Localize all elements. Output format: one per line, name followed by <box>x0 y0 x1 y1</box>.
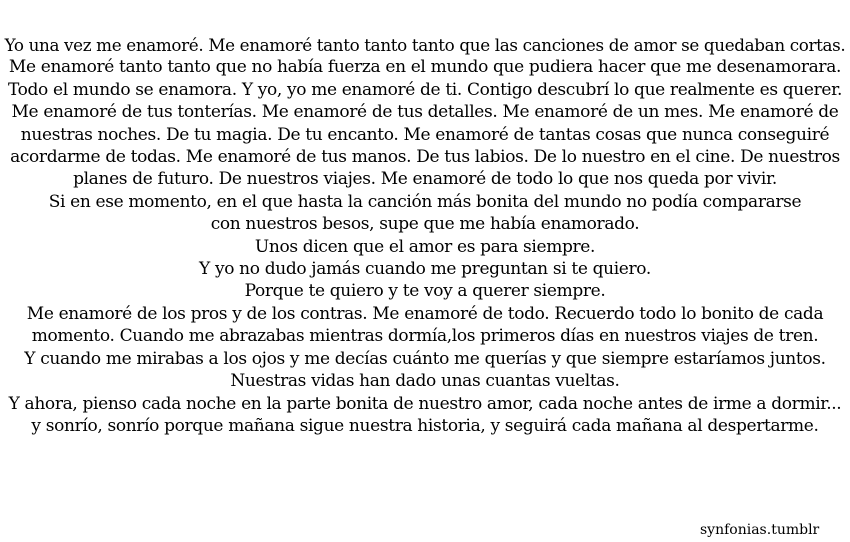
signature-watermark: synfonias.tumblr <box>700 522 820 538</box>
poem-text-block <box>0 34 850 437</box>
poem-line: Me enamoré tanto tanto que no había fuerza en el mundo que pudiera hacer que me desenamorara. <box>8 57 842 78</box>
poem-line: Todo el mundo se enamora. Y yo, yo me enamoré de ti. Contigo descubrí lo que realmente es querer. <box>7 79 843 100</box>
poem-line: Unos dicen que el amor es para siempre. <box>254 236 596 257</box>
poem-line: Y yo no dudo jamás cuando me preguntan si te quiero. <box>199 259 651 280</box>
poem-line: Me enamoré de tus tonterías. Me enamoré de tus detalles. Me enamoré de un mes. Me enamoré de <box>11 102 839 123</box>
poem-line: con nuestros besos, supe que me había enamorado. <box>210 214 640 235</box>
poem-line: Si en ese momento, en el que hasta la canción más bonita del mundo no podía compararse <box>48 191 802 212</box>
poem-line: Y cuando me mirabas a los ojos y me decías cuánto me querías y que siempre estaríamos juntos. <box>24 348 826 369</box>
poem-line: momento. Cuando me abrazabas mientras dormía,los primeros días en nuestros viajes de tren. <box>31 326 819 347</box>
poem-line: planes de futuro. De nuestros viajes. Me enamoré de todo lo que nos queda por vivir. <box>73 169 777 190</box>
poem-line: nuestras noches. De tu magia. De tu encanto. Me enamoré de tantas cosas que nunca conseguiré <box>20 124 830 145</box>
poem-line: acordarme de todas. Me enamoré de tus manos. De tus labios. De lo nuestro en el cine. De nuestros <box>10 147 840 168</box>
poem-line: Porque te quiero y te voy a querer siempre. <box>244 281 606 302</box>
poem-line: Yo una vez me enamoré. Me enamoré tanto tanto tanto que las canciones de amor se quedaban cortas. <box>4 35 846 55</box>
poem-line: y sonrío, sonrío porque mañana sigue nuestra historia, y seguirá cada mañana al despertarme. <box>31 415 819 436</box>
poem-line: Me enamoré de los pros y de los contras. Me enamoré de todo. Recuerdo todo lo bonito de cada <box>26 303 824 324</box>
poem-line: Nuestras vidas han dado unas cuantas vueltas. <box>230 371 620 392</box>
poem-line: Y ahora, pienso cada noche en la parte bonita de nuestro amor, cada noche antes de irme a dormir... <box>8 393 842 414</box>
